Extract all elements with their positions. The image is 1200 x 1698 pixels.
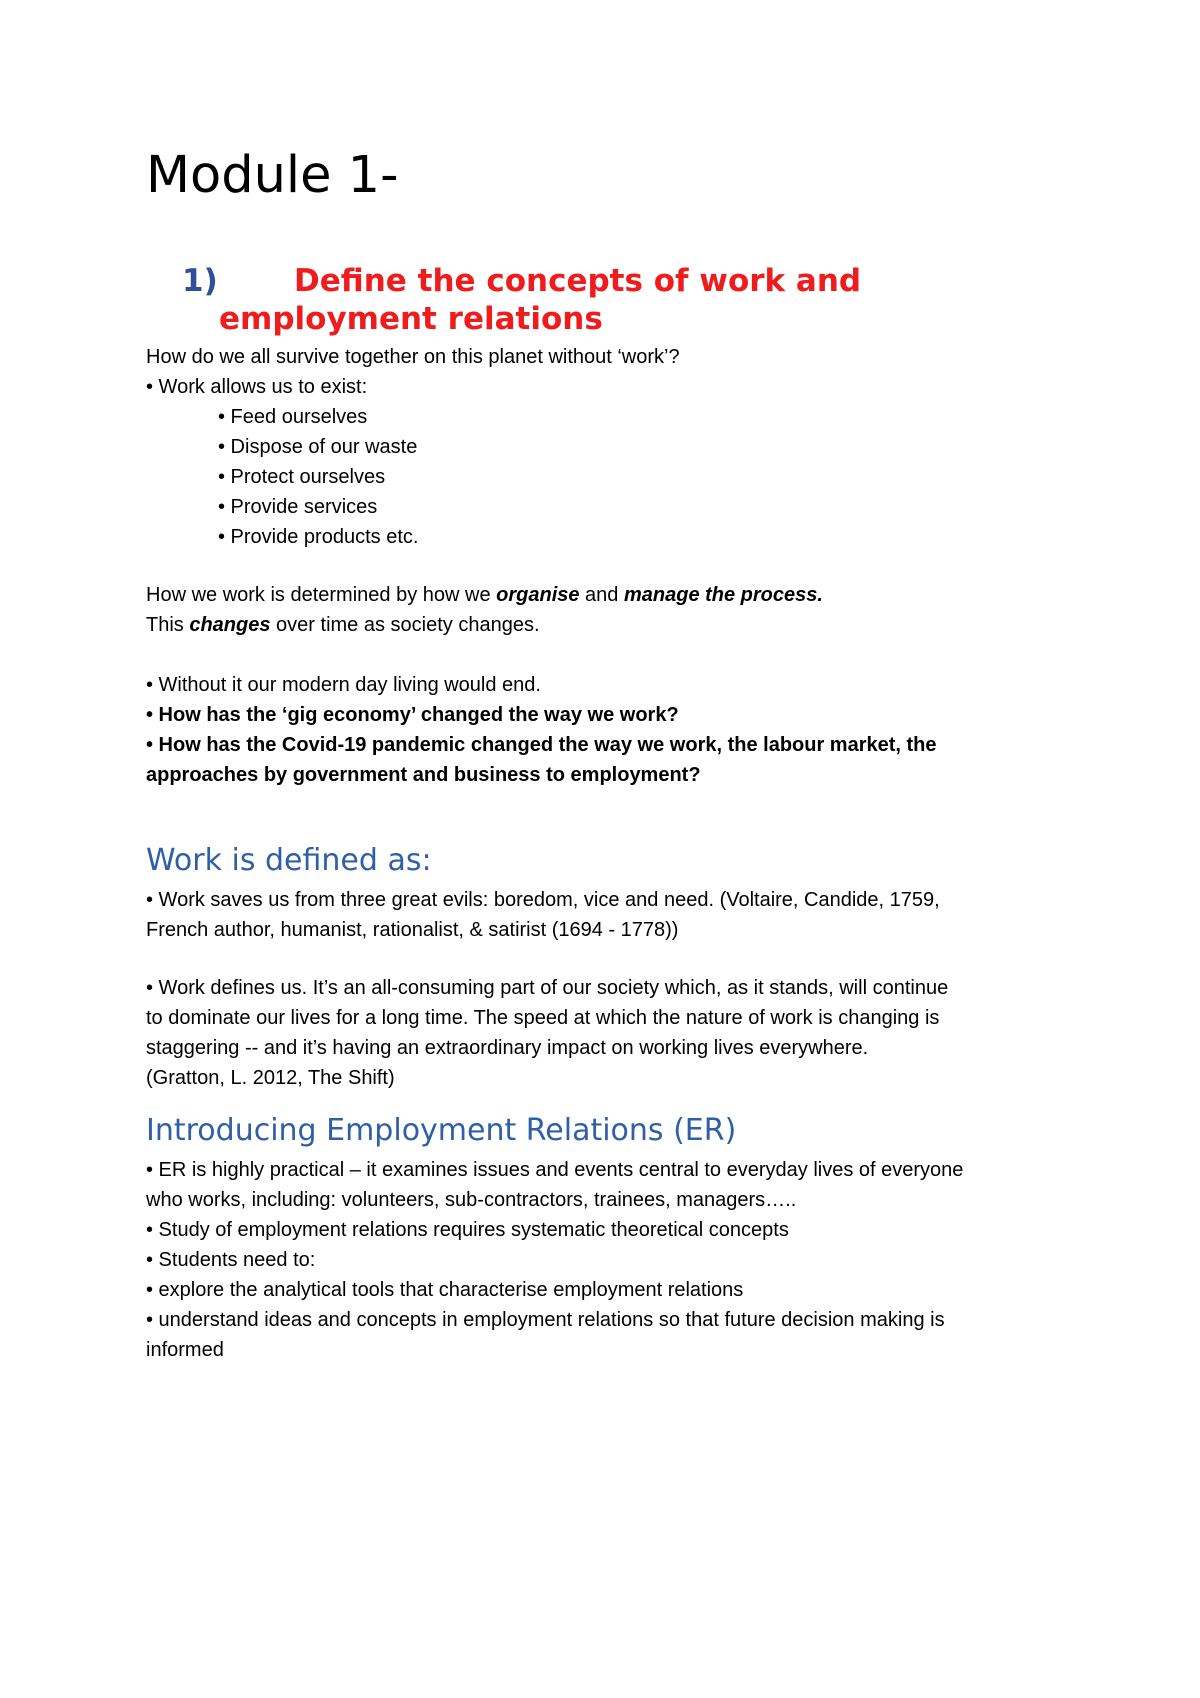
list-item: • Dispose of our waste <box>218 436 418 458</box>
process-block <box>146 580 1066 640</box>
process-line2: This changes over time as society changes. <box>146 614 540 636</box>
er-line: • ER is highly practical – it examines issues and events central to everyday lives of everyone <box>146 1159 964 1181</box>
er-line: informed <box>146 1339 224 1361</box>
er-line: • explore the analytical tools that characterise employment relations <box>146 1279 744 1301</box>
emphasis-changes: changes <box>189 614 271 636</box>
process-line1: How we work is determined by how we organise and manage the process. <box>146 584 823 606</box>
bullet-covid-line2: approaches by government and business to employment? <box>146 764 701 786</box>
section-number: 1) <box>182 263 218 299</box>
bullet-modern-living: • Without it our modern day living would end. <box>146 674 541 696</box>
work-defined-heading: Work is defined as: <box>146 843 432 878</box>
list-item: • Feed ourselves <box>218 406 368 428</box>
er-heading: Introducing Employment Relations (ER) <box>146 1113 737 1148</box>
intro-block <box>146 342 1066 552</box>
section-heading-line2: employment relations <box>219 301 603 337</box>
voltaire-quote: • Work saves us from three great evils: boredom, vice and need. (Voltaire, Candide, 1759, French author, humanist, rationalist, & satirist (1694 - 1778)) <box>146 889 940 941</box>
er-line: who works, including: volunteers, sub-contractors, trainees, managers….. <box>146 1189 797 1211</box>
section-1-heading <box>146 262 1046 338</box>
bullet-covid-line1: • How has the Covid-19 pandemic changed the way we work, the labour market, the <box>146 734 937 756</box>
er-line: • Study of employment relations requires systematic theoretical concepts <box>146 1219 789 1241</box>
er-line: • Students need to: <box>146 1249 316 1271</box>
er-line: • understand ideas and concepts in employment relations so that future decision making is <box>146 1309 945 1331</box>
emphasis-manage: manage the process. <box>623 584 823 606</box>
gratton-quote: • Work defines us. It’s an all-consuming part of our society which, as it stands, will continue to dominate our lives for a long time. The speed at which the nature of work is changing is staggering -- and it’s having an extraordinary impact on working lives everywhere. (Gratton, L. 2012, The Shift) <box>146 977 949 1089</box>
bullets-block <box>146 670 1066 790</box>
emphasis-organise: organise <box>496 584 580 606</box>
bullet-gig-economy: • How has the ‘gig economy’ changed the way we work? <box>146 704 679 726</box>
list-item: • Protect ourselves <box>218 466 386 488</box>
intro-allows: • Work allows us to exist: <box>146 376 368 398</box>
list-item: • Provide products etc. <box>218 526 419 548</box>
module-title: Module 1- <box>146 146 399 205</box>
section-heading-line1: Define the concepts of work and <box>294 263 862 299</box>
er-block <box>146 1155 1066 1365</box>
list-item: • Provide services <box>218 496 378 518</box>
intro-question: How do we all survive together on this planet without ‘work’? <box>146 346 680 368</box>
